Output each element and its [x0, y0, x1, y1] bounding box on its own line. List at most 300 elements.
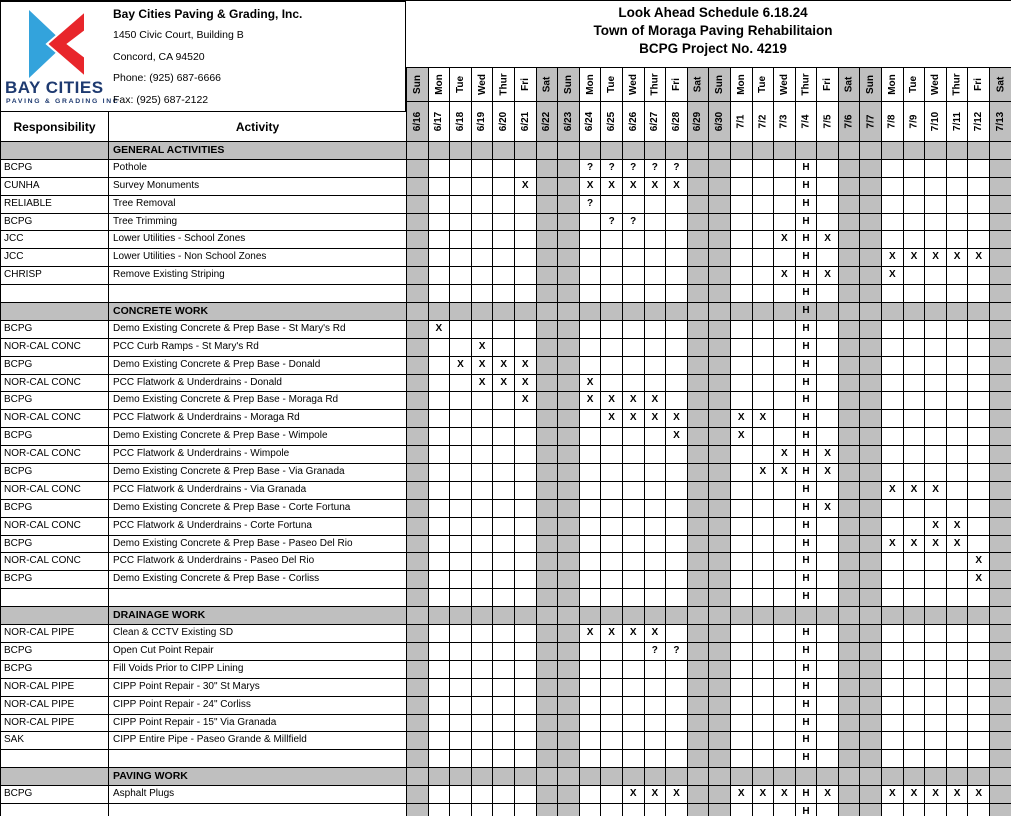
day-cell	[515, 160, 537, 178]
day-cell	[990, 464, 1011, 482]
activity-cell: CIPP Point Repair - 30" St Marys	[109, 679, 407, 697]
day-cell: X	[645, 786, 667, 804]
day-cell	[666, 500, 688, 518]
day-cell	[537, 607, 559, 625]
day-cell	[731, 804, 753, 816]
activity-cell: PCC Flatwork & Underdrains - Wimpole	[109, 446, 407, 464]
day-cell	[472, 249, 494, 267]
day-cell	[429, 643, 451, 661]
day-cell	[407, 214, 429, 232]
day-cell	[947, 196, 969, 214]
day-cell	[429, 697, 451, 715]
day-cell	[947, 732, 969, 750]
day-cell	[537, 357, 559, 375]
date-cell: 7/13	[990, 102, 1011, 142]
responsibility-cell: NOR-CAL CONC	[1, 518, 109, 536]
day-cell	[990, 625, 1011, 643]
day-cell	[472, 500, 494, 518]
day-cell	[839, 392, 861, 410]
day-cell	[688, 339, 710, 357]
table-row	[1, 214, 1011, 232]
day-cell	[688, 500, 710, 518]
day-cell	[645, 482, 667, 500]
day-cell	[731, 715, 753, 733]
day-cell	[472, 661, 494, 679]
day-cell	[493, 607, 515, 625]
day-cell	[493, 553, 515, 571]
section-row	[1, 303, 1011, 321]
day-cell	[558, 446, 580, 464]
date-cell: 7/4	[796, 102, 818, 142]
day-cell	[947, 607, 969, 625]
day-cell	[645, 768, 667, 786]
day-cell: X	[515, 178, 537, 196]
day-cell	[407, 160, 429, 178]
day-cell	[990, 196, 1011, 214]
day-cell	[601, 571, 623, 589]
day-cell	[817, 607, 839, 625]
day-cell	[623, 446, 645, 464]
day-cell	[429, 768, 451, 786]
day-cell	[688, 214, 710, 232]
day-cell	[580, 571, 602, 589]
day-cell	[429, 750, 451, 768]
day-cell	[623, 500, 645, 518]
day-cell	[472, 589, 494, 607]
day-cell: H	[796, 446, 818, 464]
day-cell	[753, 392, 775, 410]
day-cell	[796, 768, 818, 786]
activity-cell: Asphalt Plugs	[109, 786, 407, 804]
day-cell	[645, 804, 667, 816]
day-cell	[731, 536, 753, 554]
day-cell: X	[968, 553, 990, 571]
day-cell	[904, 750, 926, 768]
day-cell	[731, 500, 753, 518]
day-cell	[860, 178, 882, 196]
day-cell	[688, 464, 710, 482]
day-cell	[493, 196, 515, 214]
day-cell	[990, 375, 1011, 393]
day-cell: H	[796, 410, 818, 428]
day-cell	[731, 285, 753, 303]
day-cell	[601, 786, 623, 804]
day-cell	[429, 357, 451, 375]
day-cell	[860, 715, 882, 733]
table-row	[1, 553, 1011, 571]
day-cell	[925, 142, 947, 160]
day-cell	[537, 267, 559, 285]
day-cell	[839, 196, 861, 214]
responsibility-cell: BCPG	[1, 464, 109, 482]
day-cell	[429, 482, 451, 500]
responsibility-cell: CHRISP	[1, 267, 109, 285]
day-of-week-cell: Sat	[537, 68, 559, 102]
day-cell	[904, 679, 926, 697]
day-cell	[925, 303, 947, 321]
date-cell: 7/5	[817, 102, 839, 142]
day-cell	[731, 142, 753, 160]
day-cell	[450, 804, 472, 816]
day-cell	[839, 321, 861, 339]
day-cell	[990, 768, 1011, 786]
activity-cell	[109, 750, 407, 768]
day-cell	[947, 214, 969, 232]
day-cell	[860, 446, 882, 464]
date-cell: 6/18	[450, 102, 472, 142]
day-cell	[493, 321, 515, 339]
company-phone: Phone: (925) 687-6666	[113, 72, 221, 85]
date-cell: 7/9	[904, 102, 926, 142]
day-cell	[968, 643, 990, 661]
activity-cell: Tree Trimming	[109, 214, 407, 232]
day-cell	[839, 500, 861, 518]
date-cell: 7/2	[753, 102, 775, 142]
day-cell	[537, 428, 559, 446]
day-cell	[450, 750, 472, 768]
day-cell	[472, 518, 494, 536]
day-cell	[407, 750, 429, 768]
day-cell	[515, 500, 537, 518]
day-cell	[947, 231, 969, 249]
day-cell	[817, 339, 839, 357]
day-cell	[774, 679, 796, 697]
day-cell	[990, 804, 1011, 816]
day-cell	[882, 231, 904, 249]
day-cell	[753, 482, 775, 500]
day-cell: H	[796, 750, 818, 768]
day-cell	[666, 392, 688, 410]
day-cell	[860, 750, 882, 768]
day-cell	[990, 661, 1011, 679]
day-cell	[731, 178, 753, 196]
day-cell	[407, 536, 429, 554]
activity-cell: DRAINAGE WORK	[109, 607, 407, 625]
table-row	[1, 267, 1011, 285]
title-block	[430, 4, 996, 58]
day-cell	[493, 178, 515, 196]
day-cell: X	[774, 231, 796, 249]
activity-cell: GENERAL ACTIVITIES	[109, 142, 407, 160]
day-cell	[753, 804, 775, 816]
day-cell	[860, 661, 882, 679]
day-cell	[882, 804, 904, 816]
day-cell	[493, 500, 515, 518]
day-cell	[774, 607, 796, 625]
day-cell	[882, 375, 904, 393]
date-cell: 7/7	[860, 102, 882, 142]
day-cell: X	[882, 786, 904, 804]
day-cell	[580, 249, 602, 267]
day-cell	[688, 697, 710, 715]
day-cell	[731, 589, 753, 607]
day-cell	[472, 643, 494, 661]
day-cell	[645, 375, 667, 393]
day-cell	[688, 303, 710, 321]
day-cell	[817, 732, 839, 750]
day-cell	[774, 571, 796, 589]
day-cell	[407, 267, 429, 285]
day-cell	[753, 428, 775, 446]
day-cell	[537, 446, 559, 464]
day-cell	[580, 446, 602, 464]
day-cell	[817, 679, 839, 697]
day-cell	[450, 428, 472, 446]
day-cell	[580, 786, 602, 804]
day-cell	[817, 196, 839, 214]
day-cell	[472, 571, 494, 589]
day-cell: X	[774, 786, 796, 804]
day-cell	[904, 553, 926, 571]
day-cell	[493, 518, 515, 536]
day-cell	[839, 768, 861, 786]
day-cell	[817, 214, 839, 232]
day-cell	[839, 679, 861, 697]
day-cell: X	[968, 249, 990, 267]
responsibility-cell: BCPG	[1, 536, 109, 554]
day-cell	[839, 428, 861, 446]
day-cell	[904, 428, 926, 446]
day-cell	[558, 661, 580, 679]
day-cell	[753, 142, 775, 160]
day-cell	[558, 482, 580, 500]
day-cell	[429, 732, 451, 750]
day-cell	[968, 303, 990, 321]
day-cell	[925, 625, 947, 643]
day-cell	[839, 249, 861, 267]
activity-cell: Lower Utilities - School Zones	[109, 231, 407, 249]
day-cell	[450, 267, 472, 285]
day-cell	[601, 715, 623, 733]
day-cell	[645, 231, 667, 249]
day-cell	[407, 464, 429, 482]
day-cell	[753, 178, 775, 196]
day-cell: X	[817, 267, 839, 285]
day-cell	[709, 392, 731, 410]
day-cell	[860, 589, 882, 607]
day-cell	[450, 446, 472, 464]
day-cell	[537, 786, 559, 804]
day-cell: X	[925, 249, 947, 267]
day-cell	[774, 285, 796, 303]
day-cell	[817, 715, 839, 733]
day-cell	[580, 285, 602, 303]
day-cell	[472, 625, 494, 643]
day-cell	[968, 679, 990, 697]
day-cell	[601, 321, 623, 339]
day-cell	[882, 553, 904, 571]
day-cell	[666, 214, 688, 232]
day-cell	[623, 679, 645, 697]
day-of-week-cell: Sun	[709, 68, 731, 102]
day-cell	[990, 786, 1011, 804]
day-cell	[472, 160, 494, 178]
table-row	[1, 428, 1011, 446]
day-cell	[493, 768, 515, 786]
day-cell	[515, 303, 537, 321]
day-cell	[407, 607, 429, 625]
day-cell	[472, 536, 494, 554]
day-cell	[580, 142, 602, 160]
day-cell	[472, 428, 494, 446]
day-cell	[731, 518, 753, 536]
day-cell	[493, 536, 515, 554]
day-cell	[925, 339, 947, 357]
day-cell	[645, 732, 667, 750]
day-cell	[860, 482, 882, 500]
day-cell	[925, 196, 947, 214]
day-cell	[774, 500, 796, 518]
day-cell	[580, 536, 602, 554]
date-cell: 7/11	[947, 102, 969, 142]
date-cell: 7/10	[925, 102, 947, 142]
day-cell	[429, 571, 451, 589]
day-cell	[709, 679, 731, 697]
activity-cell: PCC Flatwork & Underdrains - Moraga Rd	[109, 410, 407, 428]
day-cell	[493, 428, 515, 446]
day-cell	[515, 339, 537, 357]
day-cell	[774, 196, 796, 214]
day-cell	[990, 249, 1011, 267]
day-cell	[515, 750, 537, 768]
day-cell	[860, 768, 882, 786]
day-cell	[558, 500, 580, 518]
day-cell	[645, 500, 667, 518]
day-cell	[515, 571, 537, 589]
day-cell	[537, 392, 559, 410]
day-cell	[601, 553, 623, 571]
day-cell	[580, 428, 602, 446]
day-cell	[860, 285, 882, 303]
day-of-week-cell: Mon	[429, 68, 451, 102]
day-cell	[990, 285, 1011, 303]
day-cell	[860, 321, 882, 339]
day-cell: H	[796, 661, 818, 679]
day-cell	[450, 518, 472, 536]
day-cell	[817, 160, 839, 178]
day-cell	[882, 625, 904, 643]
day-cell	[537, 196, 559, 214]
activity-cell: PCC Flatwork & Underdrains - Corte Fortuna	[109, 518, 407, 536]
day-cell	[515, 625, 537, 643]
activity-cell: PCC Flatwork & Underdrains - Via Granada	[109, 482, 407, 500]
day-cell	[731, 607, 753, 625]
day-cell	[839, 553, 861, 571]
day-cell	[817, 375, 839, 393]
day-cell: X	[645, 625, 667, 643]
day-cell: ?	[623, 160, 645, 178]
day-cell	[968, 267, 990, 285]
day-cell	[407, 643, 429, 661]
day-cell	[925, 607, 947, 625]
day-cell	[666, 482, 688, 500]
day-cell	[493, 482, 515, 500]
day-cell	[666, 321, 688, 339]
day-cell	[925, 321, 947, 339]
day-cell	[839, 697, 861, 715]
day-cell	[558, 768, 580, 786]
day-cell	[990, 392, 1011, 410]
day-cell	[688, 267, 710, 285]
day-cell	[472, 482, 494, 500]
day-cell	[860, 697, 882, 715]
day-cell: X	[666, 178, 688, 196]
day-cell: ?	[623, 214, 645, 232]
day-cell	[601, 142, 623, 160]
activity-cell: PCC Curb Ramps - St Mary's Rd	[109, 339, 407, 357]
date-header-row	[406, 102, 1011, 142]
day-cell	[558, 267, 580, 285]
day-cell	[990, 536, 1011, 554]
day-cell	[580, 321, 602, 339]
day-cell	[882, 214, 904, 232]
day-cell	[731, 732, 753, 750]
day-cell	[947, 142, 969, 160]
day-cell	[537, 589, 559, 607]
day-cell	[472, 804, 494, 816]
day-cell	[688, 231, 710, 249]
day-cell	[839, 589, 861, 607]
day-cell	[558, 679, 580, 697]
day-cell	[860, 267, 882, 285]
day-cell: X	[731, 786, 753, 804]
day-cell	[580, 589, 602, 607]
day-cell	[407, 732, 429, 750]
day-cell: X	[666, 786, 688, 804]
day-cell	[925, 160, 947, 178]
day-cell	[493, 249, 515, 267]
day-cell	[990, 553, 1011, 571]
day-cell	[537, 321, 559, 339]
day-cell	[645, 428, 667, 446]
day-cell	[709, 661, 731, 679]
day-cell	[990, 160, 1011, 178]
date-cell: 6/26	[623, 102, 645, 142]
day-cell	[968, 285, 990, 303]
day-of-week-cell: Tue	[904, 68, 926, 102]
responsibility-cell: BCPG	[1, 357, 109, 375]
day-of-week-cell: Fri	[968, 68, 990, 102]
day-cell	[450, 285, 472, 303]
table-row	[1, 375, 1011, 393]
day-cell	[731, 357, 753, 375]
day-cell	[990, 482, 1011, 500]
day-cell	[709, 482, 731, 500]
day-cell	[580, 697, 602, 715]
day-cell	[493, 643, 515, 661]
day-cell	[407, 625, 429, 643]
day-cell	[558, 518, 580, 536]
day-cell	[666, 804, 688, 816]
day-cell: X	[774, 446, 796, 464]
day-cell	[709, 446, 731, 464]
day-cell	[429, 267, 451, 285]
day-cell	[968, 410, 990, 428]
table-row	[1, 357, 1011, 375]
day-cell	[580, 231, 602, 249]
day-cell	[580, 214, 602, 232]
day-cell	[882, 142, 904, 160]
day-cell	[860, 518, 882, 536]
responsibility-cell	[1, 768, 109, 786]
day-cell	[407, 679, 429, 697]
day-cell	[688, 160, 710, 178]
day-cell	[537, 178, 559, 196]
table-row	[1, 285, 1011, 303]
date-cell: 6/27	[645, 102, 667, 142]
activity-cell: Demo Existing Concrete & Prep Base - Corliss	[109, 571, 407, 589]
day-cell	[925, 285, 947, 303]
